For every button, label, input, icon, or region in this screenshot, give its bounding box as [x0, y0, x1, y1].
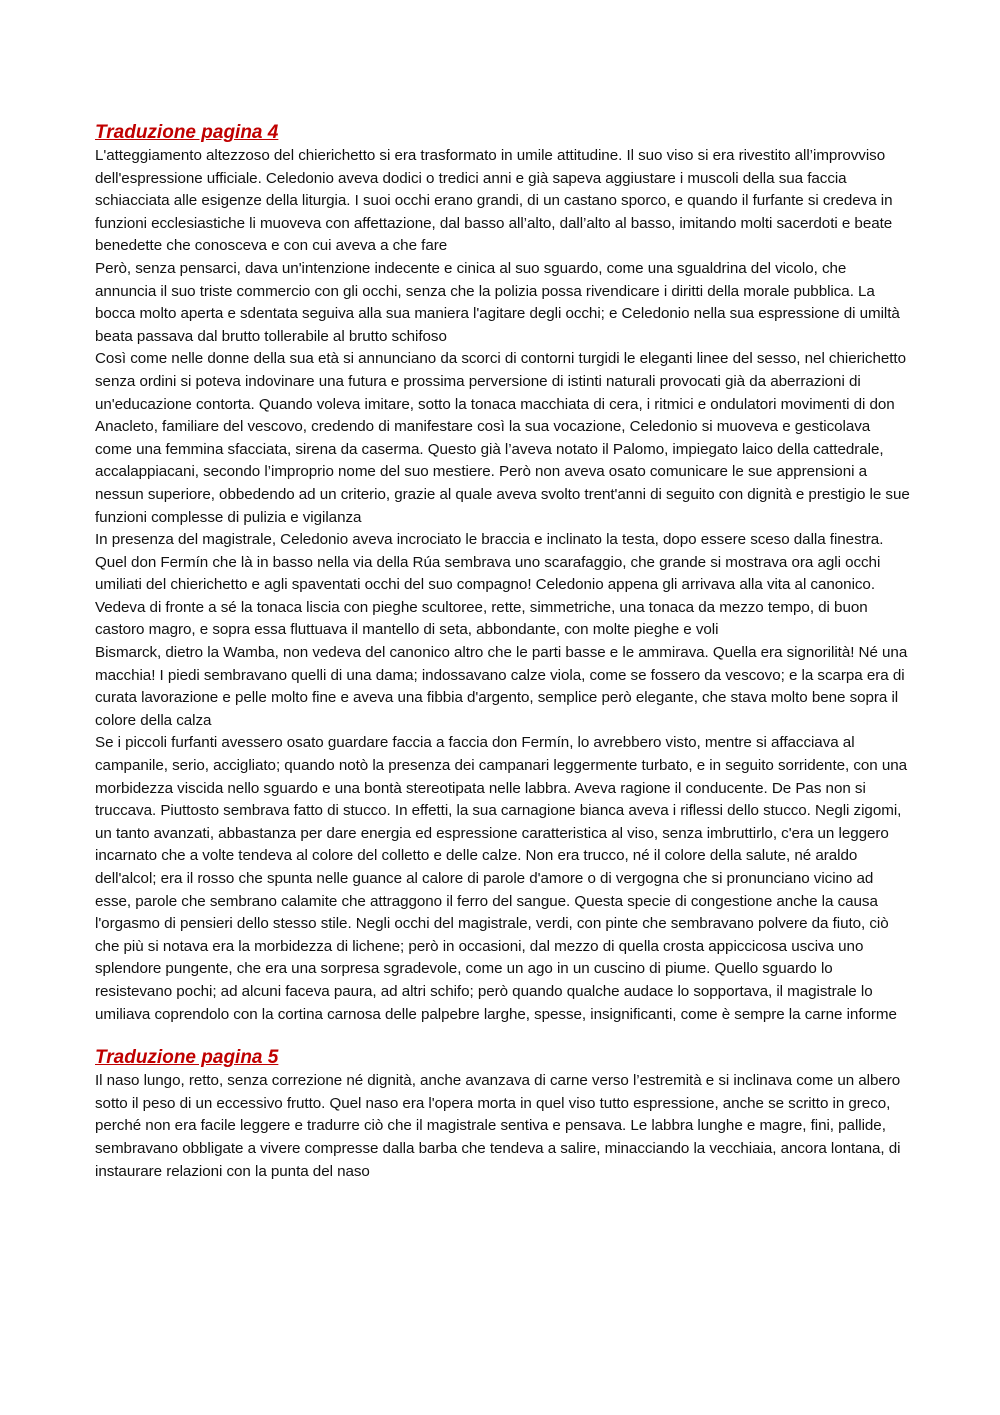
paragraph: Bismarck, dietro la Wamba, non vedeva del canonico altro che le parti basse e le ammirava. Quella era signorilità! Né una macchia! I piedi sembravano quelli di una dama; indossavano calze viola, come se fossero da vescovo; e la scarpa era di curata lavorazione e pelle molto fine e aveva una fibbia d'argento, semplice però elegante, che stava molto bene sopra il colore della calza [95, 644, 908, 729]
paragraph: Così come nelle donne della sua età si annunciano da scorci di contorni turgidi le eleganti linee del sesso, nel chierichetto senza ordini si poteva indovinare una futura e prossima perversione di istinti naturali provocati già da aberrazioni di un'educazione contorta. Quando voleva imitare, sotto la tonaca macchiata di cera, i ritmici e ondulatori movimenti di don Anacleto, familiare del vescovo, credendo di manifestare così la sua vocazione, Celedonio si muoveva e gesticolava come una femmina sfacciata, sirena da caserma. Questo già l’aveva notato il Palomo, impiegato laico della cattedrale, accalappiacani, secondo l’improprio nome del suo mestiere. Però non aveva osato comunicare le sue apprensioni a nessun superiore, obbedendo ad un criterio, grazie al quale aveva svolto trent'anni di seguito con dignità e prestigio le sue funzioni complesse di pulizia e vigilanza [95, 350, 910, 526]
paragraph: In presenza del magistrale, Celedonio aveva incrociato le braccia e inclinato la testa, dopo essere sceso dalla finestra. Quel don Fermín che là in basso nella via della Rúa sembrava uno scarafaggio, che grande si mostrava ora agli occhi umiliati del chierichetto e agli spaventati occhi del suo compagno! Celedonio appena gli arrivava alla vita al canonico. Vedeva di fronte a sé la tonaca liscia con pieghe scultoree, rette, simmetriche, una tonaca da mezzo tempo, di buon castoro magro, e sopra essa fluttuava il mantello di seta, abbondante, con molte pieghe e voli [95, 531, 884, 639]
section-title-page-4: Traduzione pagina 4 [95, 122, 279, 143]
paragraph: Il naso lungo, retto, senza correzione né dignità, anche avanzava di carne verso l’estremità e si inclinava come un albero sotto il peso di un eccessivo frutto. Quel naso era l'opera morta in quel viso tutto espressione, anche se scritto in greco, perché non era facile leggere e tradurre ciò che il magistrale sentiva e pensava. Le labbra lunghe e magre, fini, pallide, sembravano obbligate a vivere compresse dalla barba che tendeva a salire, minacciando la vecchiaia, ancora lontana, di instaurare relazioni con la punta del naso [95, 1072, 901, 1180]
document-page [95, 121, 911, 1183]
paragraph: Però, senza pensarci, dava un'intenzione indecente e cinica al suo sguardo, come una sgualdrina del vicolo, che annuncia il suo triste commercio con gli occhi, senza che la polizia possa rivendicare i diritti della morale pubblica. La bocca molto aperta e sdentata seguiva alla sua maniera l'agitare degli occhi; e Celedonio nella sua espressione di umiltà beata passava dal brutto tollerabile al brutto schifoso [95, 259, 900, 345]
paragraph: L'atteggiamento altezzoso del chierichetto si era trasformato in umile attitudine. Il suo viso si era rivestito all’improvviso dell'espressione ufficiale. Celedonio aveva dodici o tredici anni e già sapeva aggiustare i muscoli della sua faccia schiacciata alle esigenze della liturgia. I suoi occhi erano grandi, di un castano sporco, e quando il furfante si credeva in funzioni ecclesiastiche li muoveva con affettazione, dal basso all’alto, dall’alto al basso, imitando molti sacerdoti e beate benedette che conosceva e con cui aveva a che fare [95, 147, 893, 255]
paragraph: Se i piccoli furfanti avessero osato guardare faccia a faccia don Fermín, lo avrebbero visto, mentre si affacciava al campanile, serio, accigliato; quando notò la presenza dei campanari leggermente turbato, e in seguito sorridente, con una morbidezza viscida nello sguardo e una bontà stereotipata nelle labbra. Aveva ragione il conducente. De Pas non si truccava. Piuttosto sembrava fatto di stucco. In effetti, la sua carnagione bianca aveva i riflessi dello stucco. Negli zigomi, un tanto avanzati, abbastanza per dare energia ed espressione caratteristica al viso, senza imbruttirlo, c'era un leggero incarnato che a volte tendeva al colore del colletto e delle calze. Non era trucco, né il colore della salute, né araldo dell'alcol; era il rosso che spunta nelle guance al calore di parole d'amore o di vergogna che si pronunciano vicino ad esse, parole che sembrano calamite che attraggono il ferro del sangue. Questa specie di congestione anche la causa l'orgasmo di pensieri dello stesso stile. Negli occhi del magistrale, verdi, con pinte che sembravano polvere da fiuto, ciò che più si notava era la morbidezza di lichene; però in occasioni, dal mezzo di quella crosta appiccicosa usciva uno splendore pungente, che era una sorpresa sgradevole, come un ago in un cuscino di piume. Quello sguardo lo resistevano pochi; ad alcuni faceva paura, ad altri schifo; però quando qualche audace lo sopportava, il magistrale lo umiliava coprendolo con la cortina carnosa delle palpebre larghe, spesse, insignificanti, come è sempre la carne informe [95, 734, 908, 1023]
section-title-page-5: Traduzione pagina 5 [95, 1047, 279, 1069]
